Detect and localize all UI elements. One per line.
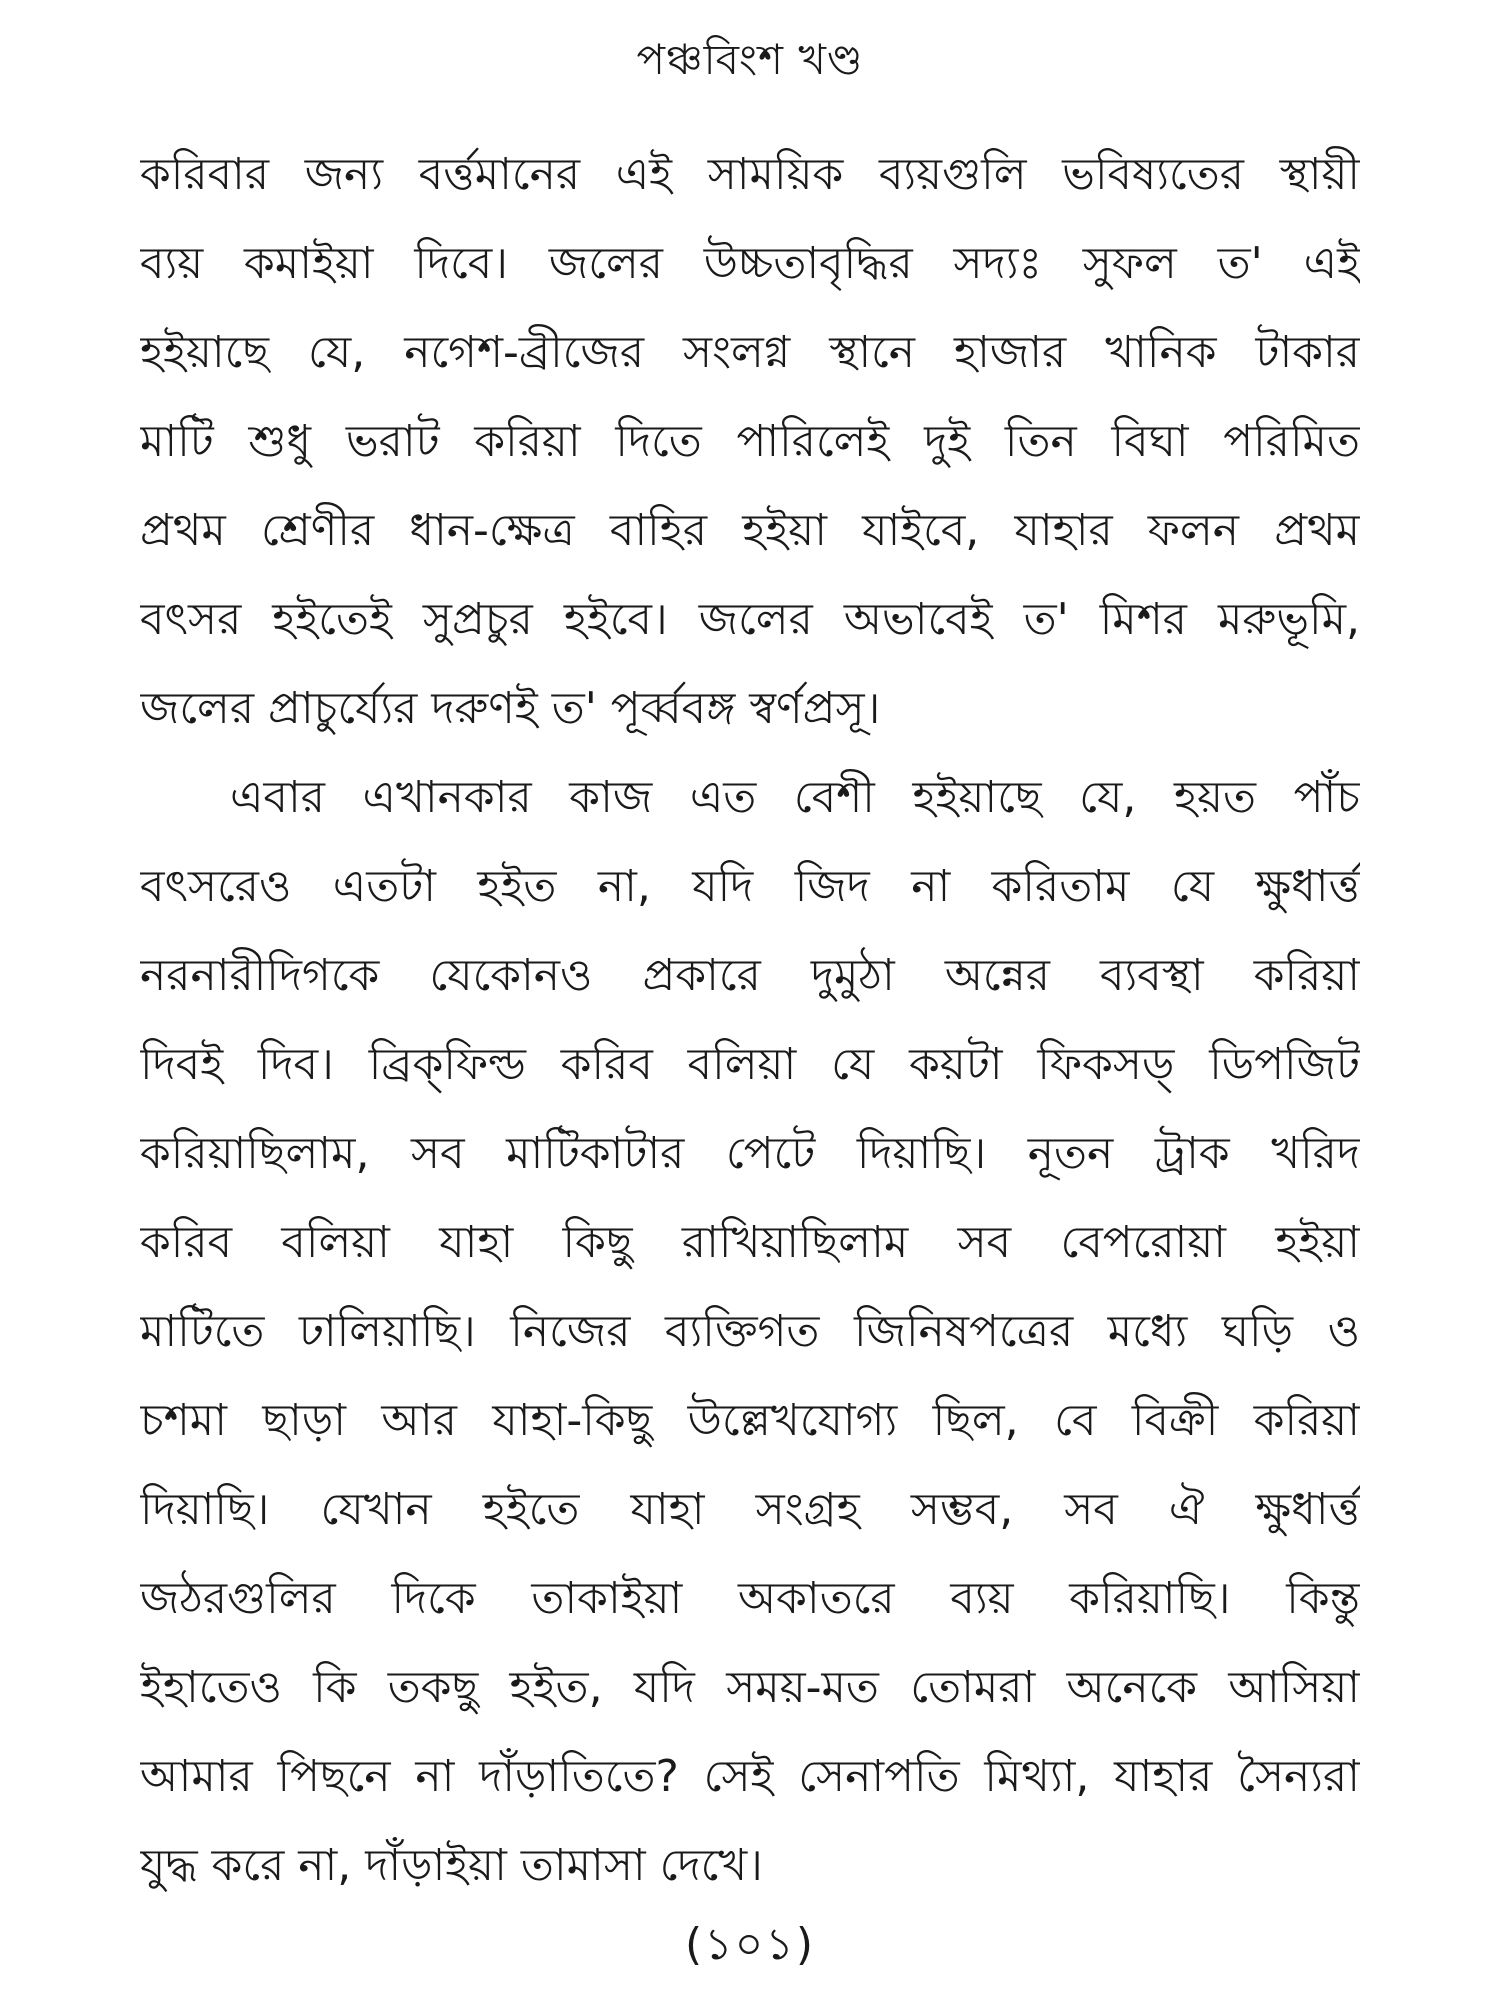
text-line: ইহাতেও কি তকছু হইত, যদি সময়-মত তোমরা অনেকে আসিয়া xyxy=(140,1662,1360,1713)
text-line: জলের প্রাচুর্য্যের দরুণই ত' পূর্ব্ববঙ্গ স্বর্ণপ্রসূ। xyxy=(140,683,881,734)
text-line: বৎসরেও এতটা হইত না, যদি জিদ না করিতাম যে ক্ষুধার্ত্ত xyxy=(140,861,1360,912)
text-line: চশমা ছাড়া আর যাহা-কিছু উল্লেখযোগ্য ছিল, বে বিক্রী করিয়া xyxy=(140,1395,1360,1446)
text-line: বৎসর হইতেই সুপ্রচুর হইবে। জলের অভাবেই ত' মিশর মরুভূমি, xyxy=(140,594,1360,645)
text-line: করিব বলিয়া যাহা কিছু রাখিয়াছিলাম সব বেপরোয়া হইয়া xyxy=(140,1217,1360,1268)
running-title: পঞ্চবিংশ খণ্ড xyxy=(636,35,864,84)
text-line: দিয়াছি। যেখান হইতে যাহা সংগ্রহ সম্ভব, সব ঐ ক্ষুধার্ত্ত xyxy=(140,1484,1360,1535)
text-line: করিবার জন্য বর্ত্তমানের এই সাময়িক ব্যয়গুলি ভবিষ্যতের স্থায়ী xyxy=(140,149,1360,200)
text-line: মাটিতে ঢালিয়াছি। নিজের ব্যক্তিগত জিনিষপত্রের মধ্যে ঘড়ি ও xyxy=(140,1306,1360,1357)
text-line: এবার এখানকার কাজ এত বেশী হইয়াছে যে, হয়ত পাঁচ xyxy=(230,772,1360,823)
text-line: প্রথম শ্রেণীর ধান-ক্ষেত্র বাহির হইয়া যাইবে, যাহার ফলন প্রথম xyxy=(140,505,1360,556)
text-line: করিয়াছিলাম, সব মাটিকাটার পেটে দিয়াছি। নূতন ট্রাক খরিদ xyxy=(140,1128,1360,1179)
text-line: ব্যয় কমাইয়া দিবে। জলের উচ্চতাবৃদ্ধির সদ্যঃ সুফল ত' এই xyxy=(140,238,1360,289)
text-line: হইয়াছে যে, নগেশ-ব্রীজের সংলগ্ন স্থানে হাজার খানিক টাকার xyxy=(140,327,1360,378)
paragraph-2 xyxy=(140,753,1360,1910)
text-line: মাটি শুধু ভরাট করিয়া দিতে পারিলেই দুই তিন বিঘা পরিমিত xyxy=(140,416,1360,467)
paragraph-1 xyxy=(140,130,1360,753)
page-number: (১০১) xyxy=(684,1919,816,1970)
text-line: আমার পিছনে না দাঁড়াতিতে? সেই সেনাপতি মিথ্যা, যাহার সৈন্যরা xyxy=(140,1751,1360,1802)
body-text xyxy=(140,130,1360,1910)
text-line: দিবই দিব। ব্রিক্‌ফিল্ড করিব বলিয়া যে কয়টা ফিকসড্ ডিপজিট xyxy=(140,1039,1360,1090)
text-line: জঠরগুলির দিকে তাকাইয়া অকাতরে ব্যয় করিয়াছি। কিন্তু xyxy=(140,1573,1360,1624)
text-line: যুদ্ধ করে না, দাঁড়াইয়া তামাসা দেখে। xyxy=(140,1840,763,1891)
text-line: নরনারীদিগকে যেকোনও প্রকারে দুমুঠা অন্নের ব্যবস্থা করিয়া xyxy=(140,950,1360,1001)
